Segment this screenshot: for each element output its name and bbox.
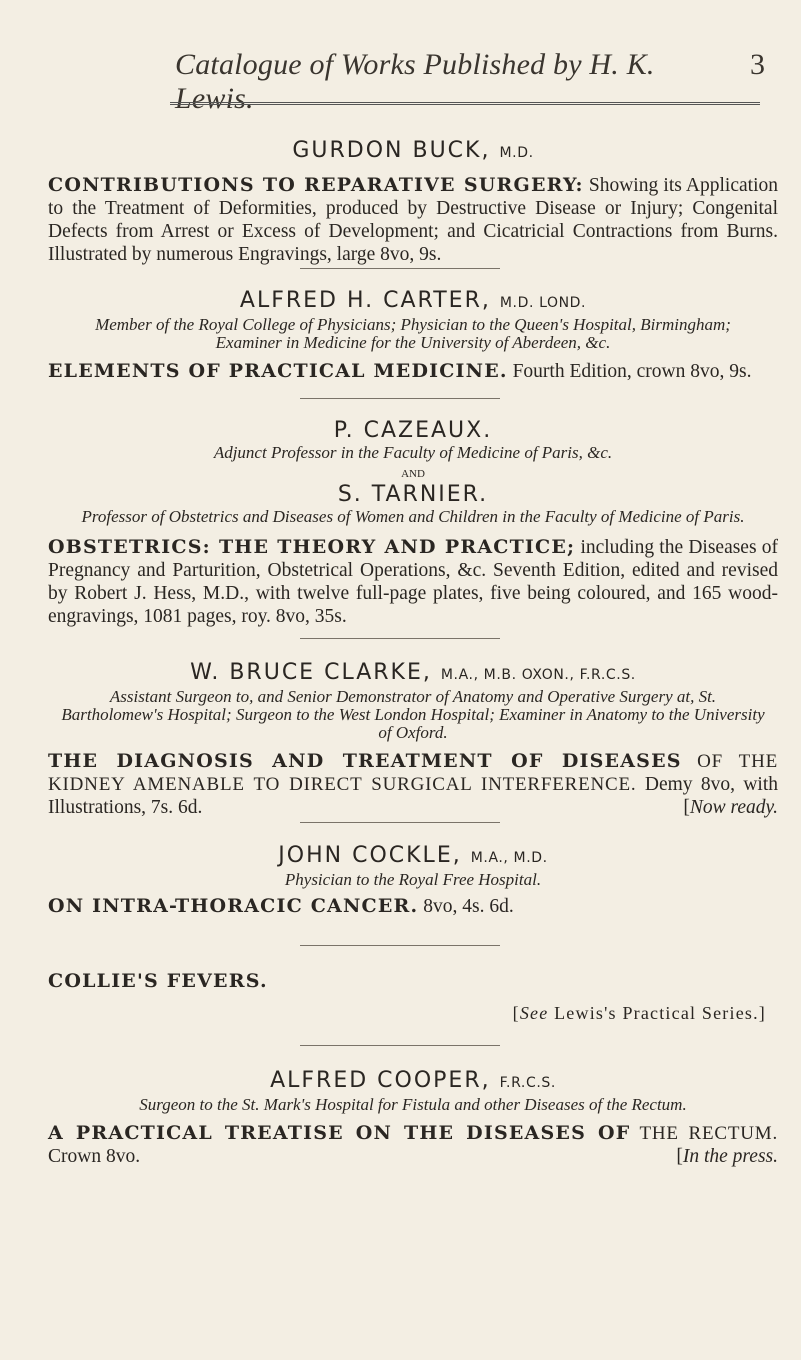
author-text: GURDON BUCK, bbox=[292, 138, 491, 163]
publication-status: [Now ready. bbox=[683, 797, 778, 818]
separator-rule bbox=[300, 822, 500, 823]
second-author-name: S. TARNIER. bbox=[337, 482, 489, 507]
book-title: COLLIE'S FEVERS. bbox=[48, 970, 268, 992]
entry-carter bbox=[48, 288, 778, 383]
book-description: Demy 8vo, with Illustrations, 7s. 6d. bbox=[48, 774, 779, 818]
author-credentials: Member of the Royal College of Physicians; Physician to the Queen's Hospital, Birmingham; bbox=[95, 315, 731, 334]
author-name bbox=[48, 288, 778, 316]
author-name: P. CAZEAUX. bbox=[333, 418, 493, 443]
entry-clarke bbox=[48, 660, 778, 819]
entry-cockle bbox=[48, 843, 778, 918]
entry-body bbox=[48, 536, 778, 628]
entry-body bbox=[48, 360, 778, 383]
and-conjunction: AND bbox=[401, 468, 425, 480]
book-title-continued: THE RECTUM. bbox=[639, 1123, 779, 1144]
author-degrees: M.D. LOND. bbox=[499, 295, 587, 311]
author-text: ALFRED H. CARTER, bbox=[239, 288, 491, 313]
entry-body bbox=[48, 174, 778, 266]
author-degrees: F.R.C.S. bbox=[499, 1075, 556, 1091]
author-name bbox=[48, 1068, 778, 1096]
author-name bbox=[48, 138, 778, 166]
status-text: In the press. bbox=[682, 1146, 778, 1167]
header-rule bbox=[170, 102, 760, 105]
running-title: Catalogue of Works Published by H. K. Lewis. bbox=[175, 48, 655, 115]
author-text: JOHN COCKLE, bbox=[278, 843, 462, 868]
separator-rule bbox=[300, 638, 500, 639]
author-text: W. BRUCE CLARKE, bbox=[190, 660, 432, 685]
author-degrees: M.A., M.D. bbox=[470, 850, 548, 866]
author-degrees: M.D. bbox=[499, 145, 534, 161]
book-description: 8vo, 4s. 6d. bbox=[423, 896, 514, 917]
book-title: A PRACTICAL TREATISE ON THE DISEASES OF bbox=[48, 1122, 631, 1144]
book-title: ELEMENTS OF PRACTICAL MEDICINE. bbox=[48, 360, 508, 382]
author-text: ALFRED COOPER, bbox=[270, 1068, 491, 1093]
author-credentials: Assistant Surgeon to, and Senior Demonstrator of Anatomy and Operative Surgery at, St. Bartholomew's Hospital; Surgeon to the West London Hospital; Examiner in Anatomy to the University of Oxford. bbox=[61, 687, 765, 742]
author-credentials: Physician to the Royal Free Hospital. bbox=[284, 870, 542, 889]
see-word: See bbox=[519, 1003, 549, 1023]
author-credentials: Examiner in Medicine for the University of Aberdeen, &c. bbox=[215, 333, 611, 352]
see-target: Lewis's Practical Series.] bbox=[554, 1003, 766, 1023]
book-title: THE DIAGNOSIS AND TREATMENT OF DISEASES bbox=[48, 750, 682, 772]
entry-cazeaux bbox=[48, 418, 778, 628]
author-credentials: Surgeon to the St. Mark's Hospital for Fistula and other Diseases of the Rectum. bbox=[139, 1095, 687, 1114]
book-title-continued: OF THE KIDNEY AMENABLE TO DIRECT SURGICAL INTERFERENCE. bbox=[48, 751, 778, 795]
book-description: Showing its Application to the Treatment of Deformities, produced by Destructive Disease or Injury; Congenital Defects from Arrest or Excess of Development; and Cicatricial Contractions from Burns. Illustrated by numerous Engravings, large 8vo, 9s. bbox=[48, 175, 778, 265]
page-number: 3 bbox=[750, 48, 765, 81]
author-name bbox=[48, 660, 778, 688]
book-title: CONTRIBUTIONS TO REPARATIVE SURGERY: bbox=[48, 174, 584, 196]
entry-body bbox=[48, 1122, 778, 1168]
book-description: Fourth Edition, crown 8vo, 9s. bbox=[512, 361, 752, 382]
status-text: Now ready. bbox=[689, 797, 778, 818]
entry-collie bbox=[48, 970, 778, 1024]
cross-reference: [See Lewis's Practical Series.] bbox=[512, 1003, 766, 1023]
book-description: including the Diseases of Pregnancy and Parturition, Obstetrical Operations, &c. Seventh Edition, edited and revised by Robert J. Hess, M.D., with twelve full-page plates, five being coloured, and 165 wood-engravings, 1081 pages, roy. 8vo, 35s. bbox=[48, 537, 778, 627]
book-title: OBSTETRICS: THE THEORY AND PRACTICE; bbox=[48, 536, 576, 558]
separator-rule bbox=[300, 1045, 500, 1046]
publication-status: [In the press. bbox=[676, 1146, 778, 1167]
author-credentials: Adjunct Professor in the Faculty of Medicine of Paris, &c. bbox=[213, 443, 613, 462]
author-credentials: Professor of Obstetrics and Diseases of Women and Children in the Faculty of Medicine of Paris. bbox=[81, 507, 745, 526]
author-name bbox=[48, 843, 778, 871]
entry-buck bbox=[48, 138, 778, 266]
entry-body bbox=[48, 895, 778, 918]
separator-rule bbox=[300, 398, 500, 399]
entry-body bbox=[48, 750, 778, 819]
book-description: Crown 8vo. bbox=[48, 1146, 141, 1167]
author-degrees: M.A., M.B. OXON., F.R.C.S. bbox=[440, 667, 636, 683]
separator-rule bbox=[300, 268, 500, 269]
entry-cooper bbox=[48, 1068, 778, 1168]
book-title: ON INTRA-THORACIC CANCER. bbox=[48, 895, 419, 917]
separator-rule bbox=[300, 945, 500, 946]
entry-body bbox=[48, 970, 778, 993]
